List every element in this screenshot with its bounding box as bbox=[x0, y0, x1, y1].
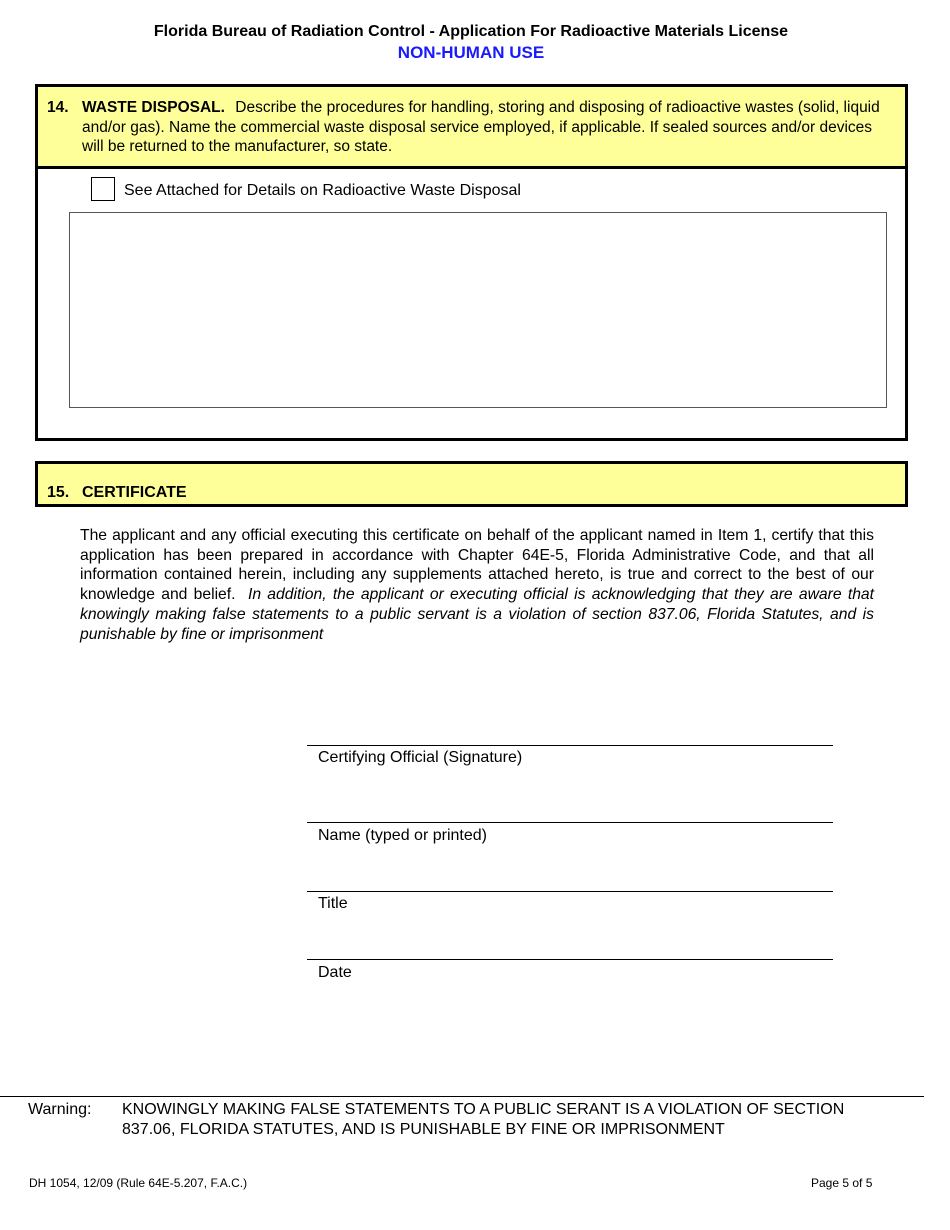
section-14-instructions bbox=[82, 98, 892, 157]
page-title: Florida Bureau of Radiation Control - Application For Radioactive Materials License bbox=[153, 23, 789, 40]
section-15-title: CERTIFICATE bbox=[82, 484, 187, 501]
waste-disposal-details-field[interactable] bbox=[69, 212, 887, 408]
form-identifier: DH 1054, 12/09 (Rule 64E-5.207, F.A.C.) bbox=[29, 1176, 248, 1190]
section-15-number: 15. bbox=[47, 484, 70, 501]
see-attached-checkbox-label: See Attached for Details on Radioactive Waste Disposal bbox=[124, 182, 521, 199]
title-label: Title bbox=[318, 895, 348, 912]
certificate-statement-text: The applicant and any official executing this certificate on behalf of the applicant named in Item 1, certify that this application has been prepared in accordance with Chapter 64E-5, Florida Administrative Code, and that all information contained herein, including any supplements attached hereto, is true and correct to the best of our knowledge and belief. bbox=[80, 527, 874, 604]
section-14-waste-disposal bbox=[35, 84, 908, 441]
section-15-certificate-header bbox=[35, 461, 908, 507]
name-field[interactable] bbox=[307, 822, 833, 823]
name-label: Name (typed or printed) bbox=[318, 827, 487, 844]
signature-field[interactable] bbox=[307, 745, 833, 746]
page-subtitle: NON-HUMAN USE bbox=[397, 43, 545, 62]
date-label: Date bbox=[318, 964, 352, 981]
warning-divider bbox=[0, 1096, 924, 1097]
section-14-description: Describe the procedures for handling, storing and disposing of radioactive wastes (solid, liquid and/or gas). Name the commercial waste disposal service employed, if applicable. If sealed sources and/or devices will be returned to the manufacturer, so state. bbox=[82, 99, 880, 155]
certificate-statement bbox=[80, 526, 874, 644]
warning-label: Warning: bbox=[28, 1101, 92, 1118]
page-number: Page 5 of 5 bbox=[811, 1176, 873, 1190]
see-attached-checkbox[interactable] bbox=[91, 177, 115, 201]
signature-label: Certifying Official (Signature) bbox=[318, 749, 523, 766]
date-field[interactable] bbox=[307, 959, 833, 960]
section-14-number: 14. bbox=[47, 99, 69, 116]
certificate-statement-italic: In addition, the applicant or executing official is acknowledging that they are aware that knowingly making false statements to a public servant is a violation of section 837.06, Florida Statutes, and is punishable by fine or imprisonment bbox=[80, 586, 874, 643]
warning-text: KNOWINGLY MAKING FALSE STATEMENTS TO A PUBLIC SERANT IS A VIOLATION OF SECTION 837.06, FLORIDA STATUTES, AND IS PUNISHABLE BY FINE OR IMPRISONMENT bbox=[122, 1101, 845, 1138]
section-14-title: WASTE DISPOSAL. bbox=[82, 99, 225, 116]
title-field[interactable] bbox=[307, 891, 833, 892]
section-14-header bbox=[38, 87, 905, 169]
